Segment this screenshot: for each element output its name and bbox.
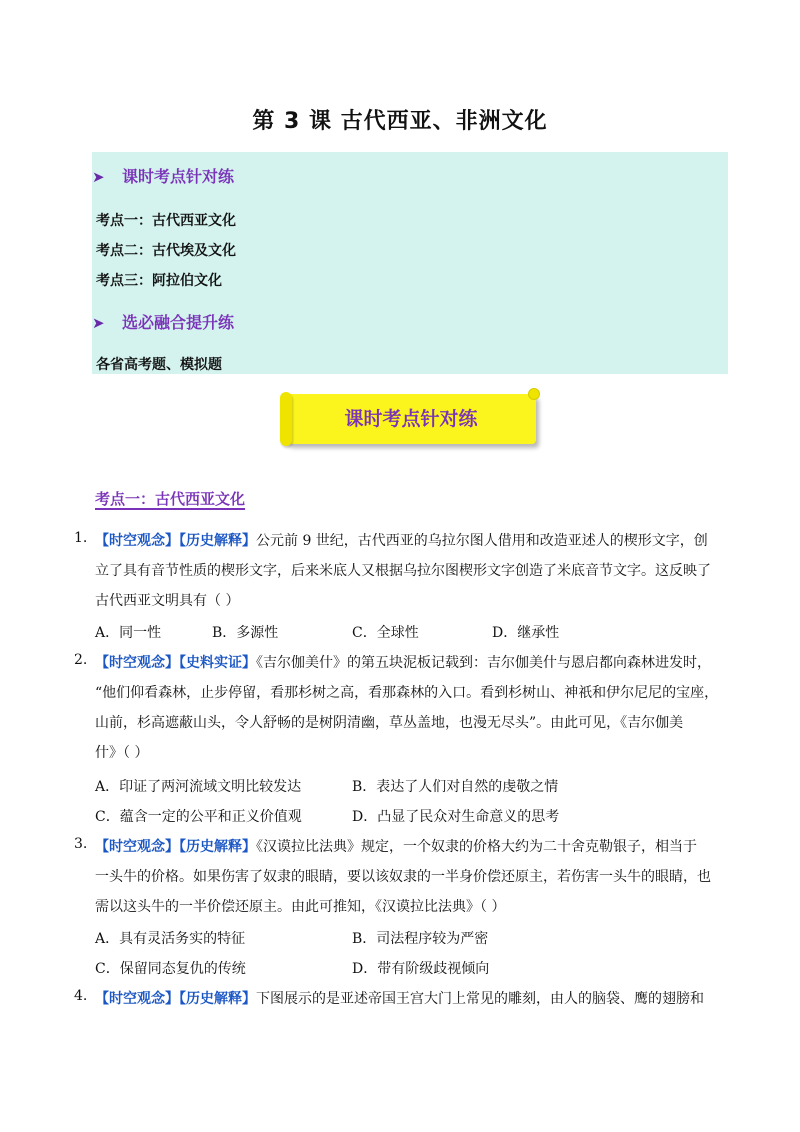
question-number: 3. bbox=[74, 836, 88, 852]
question-tag: 【时空观念】 bbox=[95, 839, 179, 855]
question-tag: 【历史解释】 bbox=[179, 839, 256, 855]
option-c[interactable]: C．蕴含一定的公平和正义价值观 bbox=[95, 809, 302, 825]
question-line: “他们仰看森林，止步停留，看那杉树之高，看那森林的入口。看到杉树山、神祇和伊尔尼尼的宝座， bbox=[95, 685, 719, 701]
option-c[interactable]: C．全球性 bbox=[352, 625, 419, 641]
option-b[interactable]: B．表达了人们对自然的虔敬之情 bbox=[352, 779, 559, 795]
question-text: 《吉尔伽美什》的第五块泥板记载到：吉尔伽美什与恩启都向森林进发时， bbox=[256, 655, 711, 671]
option-a[interactable]: A．同一性 bbox=[95, 625, 162, 641]
option-b[interactable]: B．司法程序较为严密 bbox=[352, 931, 489, 947]
question-tag: 【时空观念】 bbox=[95, 533, 179, 549]
knowledge-point-heading: 考点一：古代西亚文化 bbox=[95, 490, 246, 508]
question-line: 山前，杉高遮蔽山头，令人舒畅的是树阴清幽，草丛盖地，也漫无尽头”。由此可见，《吉尔伽美 bbox=[95, 715, 684, 731]
option-a[interactable]: A．印证了两河流域文明比较发达 bbox=[95, 779, 302, 795]
option-d[interactable]: D．继承性 bbox=[492, 625, 560, 641]
outline-section-1 bbox=[92, 164, 234, 187]
outline-item-2: 考点二：古代埃及文化 bbox=[96, 243, 236, 259]
question-line bbox=[95, 652, 711, 672]
question-text: 下图展示的是亚述帝国王宫大门上常见的雕刻，由人的脑袋、鹰的翅膀和 bbox=[256, 991, 704, 1007]
question-line bbox=[95, 988, 704, 1008]
question-number: 4. bbox=[74, 988, 88, 1004]
question-number: 1. bbox=[74, 530, 88, 546]
question-tag: 【历史解释】 bbox=[179, 533, 256, 549]
question-tag: 【历史解释】 bbox=[179, 991, 256, 1007]
question-tag: 【时空观念】 bbox=[95, 991, 179, 1007]
arrow-icon: ➤ bbox=[92, 168, 105, 186]
question-line bbox=[95, 530, 708, 550]
question-text: 公元前 9 世纪，古代西亚的乌拉尔图人借用和改造亚述人的楔形文字，创 bbox=[256, 533, 708, 549]
outline-section-1-label: 课时考点针对练 bbox=[122, 167, 235, 186]
outline-item-3: 考点三：阿拉伯文化 bbox=[96, 273, 222, 289]
question-line: 古代西亚文明具有（ ） bbox=[95, 593, 240, 609]
arrow-icon: ➤ bbox=[92, 314, 105, 332]
page-title: 第 3 课 古代西亚、非洲文化 bbox=[252, 109, 548, 134]
question-line: 一头牛的价格。如果伤害了奴隶的眼睛，要以该奴隶的一半身价偿还原主，若伤害一头牛的眼睛，也 bbox=[95, 869, 711, 885]
outline-item-1: 考点一：古代西亚文化 bbox=[96, 213, 236, 229]
section-banner bbox=[280, 388, 540, 448]
question-line: 需以这头牛的一半价偿还原主。由此可推知，《汉谟拉比法典》（ ） bbox=[95, 899, 506, 915]
question-tag: 【史料实证】 bbox=[179, 655, 256, 671]
option-b[interactable]: B．多源性 bbox=[212, 625, 279, 641]
outline-section-2-item: 各省高考题、模拟题 bbox=[96, 357, 222, 373]
outline-section-2-label: 选必融合提升练 bbox=[122, 313, 235, 332]
outline-box bbox=[92, 152, 728, 374]
option-d[interactable]: D．凸显了民众对生命意义的思考 bbox=[352, 809, 560, 825]
question-line bbox=[95, 836, 697, 856]
question-line: 什》（ ） bbox=[95, 745, 149, 761]
option-d[interactable]: D．带有阶级歧视倾向 bbox=[352, 961, 490, 977]
banner-label: 课时考点针对练 bbox=[344, 408, 478, 430]
question-number: 2. bbox=[74, 652, 88, 668]
outline-section-2 bbox=[92, 310, 234, 333]
question-line: 立了具有音节性质的楔形文字，后来米底人又根据乌拉尔图楔形文字创造了米底音节文字。这反映了 bbox=[95, 563, 711, 579]
question-tag: 【时空观念】 bbox=[95, 655, 179, 671]
question-text: 《汉谟拉比法典》规定，一个奴隶的价格大约为二十舍克勒银子，相当于 bbox=[256, 839, 697, 855]
option-a[interactable]: A．具有灵活务实的特征 bbox=[95, 931, 246, 947]
option-c[interactable]: C．保留同态复仇的传统 bbox=[95, 961, 246, 977]
